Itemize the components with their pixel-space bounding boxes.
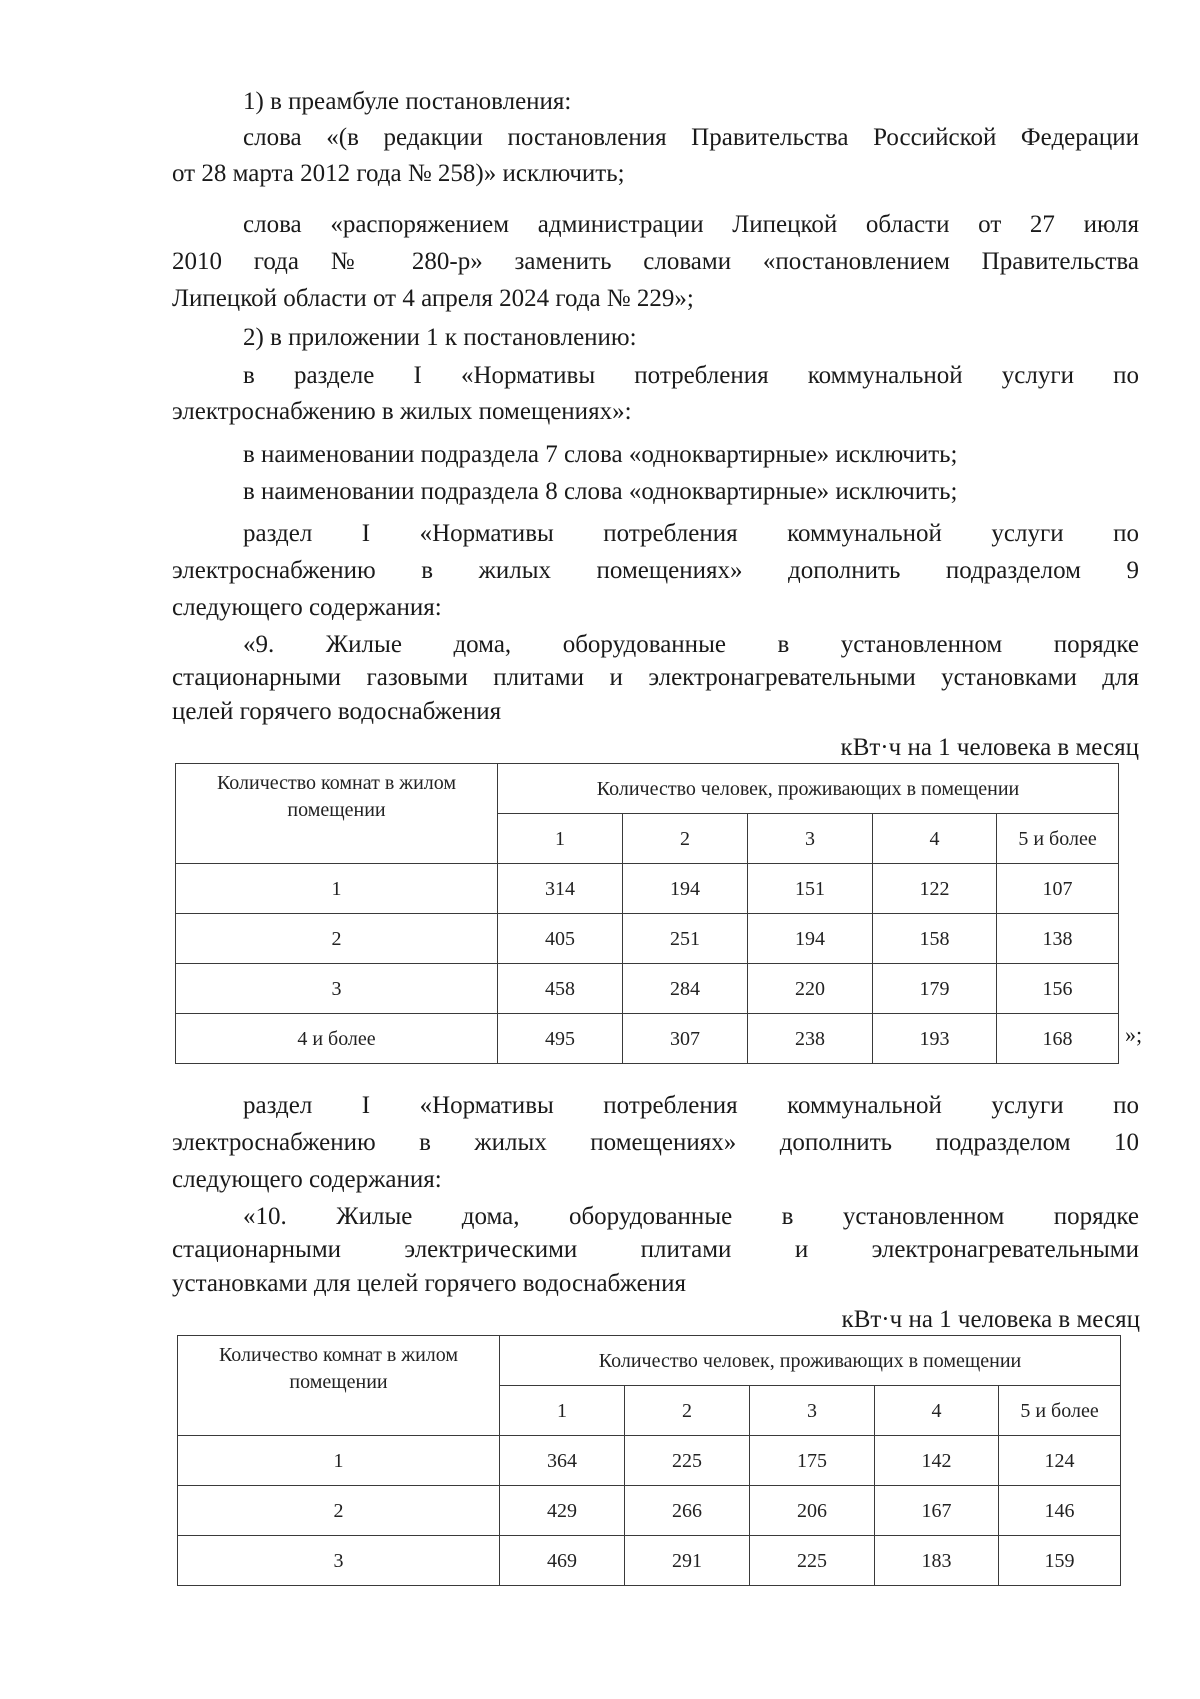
paragraph-line: следующего содержания: (172, 594, 442, 621)
value-cell: 495 (498, 1014, 623, 1064)
value-cell: 156 (997, 964, 1119, 1014)
paragraph-line: стационарными газовыми плитами и электронагревательными установками для (172, 664, 1139, 691)
header-rooms: Количество комнат в жилом помещении (178, 1336, 500, 1436)
paragraph-line: электроснабжению в жилых помещениях» дополнить подразделом 10 (172, 1129, 1139, 1156)
value-cell: 151 (748, 864, 873, 914)
paragraph-line: «10. Жилые дома, оборудованные в установленном порядке (243, 1203, 1139, 1230)
value-cell: 307 (623, 1014, 748, 1064)
value-cell: 142 (875, 1436, 999, 1486)
header-rooms: Количество комнат в жилом помещении (176, 764, 498, 864)
header-col: 2 (623, 814, 748, 864)
paragraph-line: в наименовании подраздела 8 слова «одноквартирные» исключить; (243, 478, 958, 505)
value-cell: 124 (999, 1436, 1121, 1486)
value-cell: 429 (500, 1486, 625, 1536)
rooms-cell: 4 и более (176, 1014, 498, 1064)
value-cell: 251 (623, 914, 748, 964)
paragraph-line: установками для целей горячего водоснабжения (172, 1270, 686, 1297)
value-cell: 469 (500, 1536, 625, 1586)
rooms-cell: 3 (178, 1536, 500, 1586)
table-row (178, 1436, 1121, 1486)
value-cell: 220 (748, 964, 873, 1014)
value-cell: 291 (625, 1536, 750, 1586)
rooms-cell: 2 (176, 914, 498, 964)
header-col: 1 (498, 814, 623, 864)
norms-table-9 (175, 763, 1119, 1064)
header-col: 3 (750, 1386, 875, 1436)
rooms-cell: 2 (178, 1486, 500, 1536)
value-cell: 168 (997, 1014, 1119, 1064)
value-cell: 159 (999, 1536, 1121, 1586)
value-cell: 194 (748, 914, 873, 964)
header-persons: Количество человек, проживающих в помещении (500, 1336, 1121, 1386)
table-row (176, 914, 1119, 964)
header-col: 4 (875, 1386, 999, 1436)
paragraph-line: в разделе I «Нормативы потребления коммунальной услуги по (243, 362, 1139, 389)
value-cell: 122 (873, 864, 997, 914)
table-row (176, 964, 1119, 1014)
value-cell: 314 (498, 864, 623, 914)
paragraph-line: электроснабжению в жилых помещениях» дополнить подразделом 9 (172, 557, 1139, 584)
paragraph-line: от 28 марта 2012 года № 258)» исключить; (172, 160, 625, 187)
norms-table-10 (177, 1335, 1121, 1586)
rooms-cell: 3 (176, 964, 498, 1014)
unit-label: кВт·ч на 1 человека в месяц (840, 734, 1139, 761)
header-col: 4 (873, 814, 997, 864)
table-header-row (178, 1336, 1121, 1386)
paragraph-line: Липецкой области от 4 апреля 2024 года № 229»; (172, 285, 694, 312)
paragraph-line: целей горячего водоснабжения (172, 698, 502, 725)
paragraph-line: слова «распоряжением администрации Липецкой области от 27 июля (243, 211, 1139, 238)
value-cell: 194 (623, 864, 748, 914)
value-cell: 179 (873, 964, 997, 1014)
header-persons: Количество человек, проживающих в помещении (498, 764, 1119, 814)
value-cell: 175 (750, 1436, 875, 1486)
value-cell: 167 (875, 1486, 999, 1536)
closing-quote: »; (1125, 1022, 1143, 1047)
unit-label: кВт·ч на 1 человека в месяц (841, 1306, 1140, 1333)
header-col: 1 (500, 1386, 625, 1436)
table-header-row (176, 764, 1119, 814)
value-cell: 225 (750, 1536, 875, 1586)
paragraph-line: раздел I «Нормативы потребления коммунальной услуги по (243, 1092, 1139, 1119)
paragraph-line: раздел I «Нормативы потребления коммунальной услуги по (243, 520, 1139, 547)
value-cell: 193 (873, 1014, 997, 1064)
table-row (178, 1536, 1121, 1586)
paragraph-line: стационарными электрическими плитами и электронагревательными (172, 1236, 1139, 1263)
value-cell: 458 (498, 964, 623, 1014)
table-row (178, 1486, 1121, 1536)
table-row (176, 864, 1119, 914)
header-col: 2 (625, 1386, 750, 1436)
paragraph-line: слова «(в редакции постановления Правительства Российской Федерации (243, 124, 1139, 151)
rooms-cell: 1 (178, 1436, 500, 1486)
paragraph-line: «9. Жилые дома, оборудованные в установленном порядке (243, 631, 1139, 658)
value-cell: 225 (625, 1436, 750, 1486)
value-cell: 183 (875, 1536, 999, 1586)
header-col: 3 (748, 814, 873, 864)
paragraph-appendix: 2) в приложении 1 к постановлению: (243, 324, 637, 351)
paragraph-preamble: 1) в преамбуле постановления: (243, 88, 572, 115)
paragraph-line: в наименовании подраздела 7 слова «одноквартирные» исключить; (243, 441, 958, 468)
value-cell: 238 (748, 1014, 873, 1064)
value-cell: 405 (498, 914, 623, 964)
value-cell: 107 (997, 864, 1119, 914)
value-cell: 266 (625, 1486, 750, 1536)
value-cell: 158 (873, 914, 997, 964)
value-cell: 146 (999, 1486, 1121, 1536)
value-cell: 206 (750, 1486, 875, 1536)
paragraph-line: следующего содержания: (172, 1166, 442, 1193)
header-col: 5 и более (999, 1386, 1121, 1436)
value-cell: 138 (997, 914, 1119, 964)
header-col: 5 и более (997, 814, 1119, 864)
table-row (176, 1014, 1119, 1064)
value-cell: 364 (500, 1436, 625, 1486)
paragraph-line: 2010 года № 280-р» заменить словами «постановлением Правительства (172, 248, 1139, 275)
value-cell: 284 (623, 964, 748, 1014)
paragraph-line: электроснабжению в жилых помещениях»: (172, 398, 632, 425)
rooms-cell: 1 (176, 864, 498, 914)
